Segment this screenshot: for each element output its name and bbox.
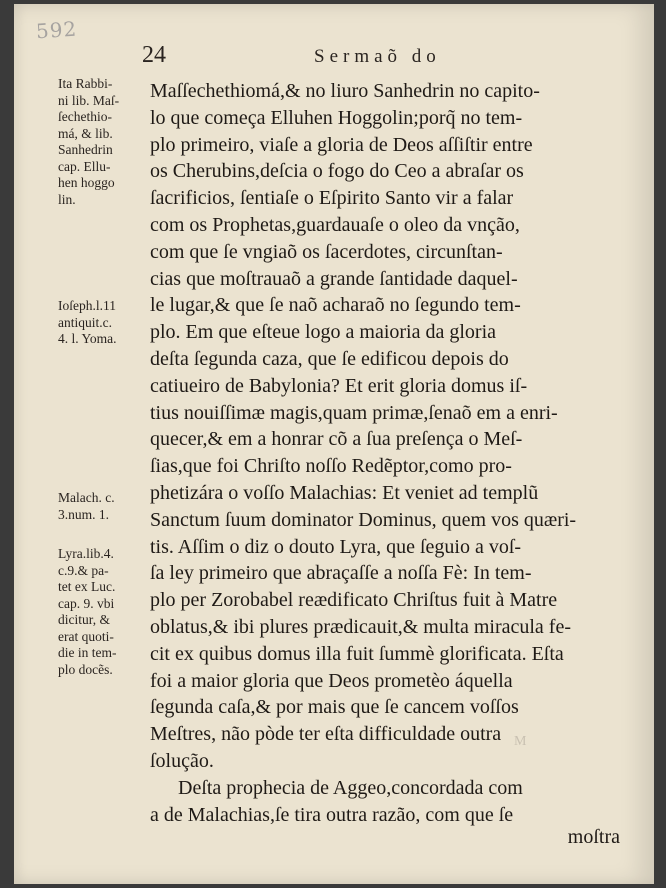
margin-note-line: erat quoti- (58, 628, 114, 644)
margin-note-line: Ioſeph.l.11 (58, 298, 116, 313)
text-line: cit ex quibus domus illa fuit ſummè glorificata. Eſta (150, 642, 564, 665)
text-line: foi a maior gloria que Deos prometèo áquella (150, 669, 513, 692)
text-line: cias que moſtrauaõ a grande ſantidade daquel- (150, 267, 518, 290)
margin-note-line: cap. Ellu- (58, 158, 111, 174)
main-text-body (150, 78, 620, 858)
text-line: plo primeiro, viaſe a gloria de Deos aſſiſtir entre (150, 133, 533, 156)
margin-note-lyra (58, 546, 150, 678)
text-line: ſacrificios, ſentiaſe o Eſpirito Santo vir a falar (150, 187, 514, 210)
book-page (14, 4, 654, 884)
text-line: tis. Aſſim o diz o douto Lyra, que ſeguio a voſ- (150, 535, 522, 558)
text-line: lo que começa Elluhen Hoggolin;porq̃ no tem- (150, 106, 523, 129)
text-line: Maſſechethiomá,& no liuro Sanhedrin no capito- (150, 80, 540, 102)
text-line: os Cherubins,deſcia o fogo do Ceo a abraſar os (150, 160, 524, 183)
margin-note-line: Ita Rabbi- (58, 76, 113, 91)
text-line: ſegunda caſa,& por mais que ſe cancem voſſos (150, 696, 519, 719)
margin-note-line: má, & lib. (58, 125, 113, 141)
text-line: Sanctum ſuum dominator Dominus, quem vos quæri- (150, 508, 577, 531)
margin-note-line: c.9.& pa- (58, 562, 109, 578)
text-line: tius nouiſſimæ magis,quam primæ,ſenaõ em a enri- (150, 401, 558, 424)
running-title: Sermaõ do (314, 46, 441, 67)
margin-note-rabbini (58, 76, 150, 208)
margin-note-line: cap. 9. vbi (58, 595, 115, 611)
margin-note-line: ni lib. Maſ- (58, 92, 120, 108)
text-line: Deſta prophecia de Aggeo,concordada com (178, 776, 523, 799)
manuscript-page-number: 592 (35, 16, 78, 44)
margin-note-line: 3.num. 1. (58, 506, 110, 522)
text-line: ſa ley primeiro que abraçaſſe a noſſa Fè: In tem- (150, 562, 532, 585)
margin-note-malach (58, 490, 150, 523)
text-line: quecer,& em a honrar cõ a ſua preſença o Meſ- (150, 428, 523, 451)
text-line: phetizára o voſſo Malachias: Et veniet ad templũ (150, 481, 539, 504)
margin-note-joseph (58, 298, 150, 348)
page-number: 24 (142, 42, 166, 68)
text-line: a de Malachias,ſe tira outra razão, com que ſe (150, 803, 514, 826)
catchword: moſtra (567, 826, 620, 848)
running-head (142, 42, 622, 72)
text-line: oblatus,& ibi plures prædicauit,& multa miracula fe- (150, 615, 572, 638)
text-line: le lugar,& que ſe naõ acharaõ no ſegundo tem- (150, 294, 521, 317)
text-line: catiueiro de Babylonia? Et erit gloria domus iſ- (150, 374, 528, 397)
text-line: com os Prophetas,guardauaſe o oleo da vnção, (150, 213, 520, 236)
bleed-through-text: M (514, 734, 527, 749)
text-line: ſolução. (150, 749, 214, 772)
margin-note-line: plo docẽs. (58, 661, 113, 677)
margin-note-line: Sanhedrin (58, 142, 113, 157)
margin-note-line: 4. l. Yoma. (58, 331, 117, 346)
text-line: ſias,que foi Chriſto noſſo Redẽptor,como pro- (150, 455, 512, 478)
margin-note-line: tet ex Luc. (58, 579, 116, 594)
margin-note-line: die in tem- (58, 645, 117, 660)
margin-note-line: Lyra.lib.4. (58, 546, 114, 561)
margin-note-line: dicitur, & (58, 612, 110, 627)
text-line: deſta ſegunda caza, que ſe edificou depois do (150, 347, 509, 370)
text-line: plo. Em que eſteue logo a maioria da gloria (150, 321, 496, 344)
margin-note-line: lin. (58, 191, 76, 207)
margin-notes (58, 76, 148, 776)
margin-note-line: hen hoggo (58, 175, 115, 190)
margin-note-line: ſechethio- (58, 109, 112, 124)
text-line: com que ſe vngiaõ os ſacerdotes, circunſtan- (150, 240, 503, 263)
margin-note-line: antiquit.c. (58, 314, 112, 330)
text-line: Meſtres, não pòde ter eſta difficuldade outra (150, 723, 502, 746)
margin-note-line: Malach. c. (58, 490, 115, 505)
text-line: plo per Zorobabel reædificato Chriſtus fuit à Matre (150, 589, 558, 612)
